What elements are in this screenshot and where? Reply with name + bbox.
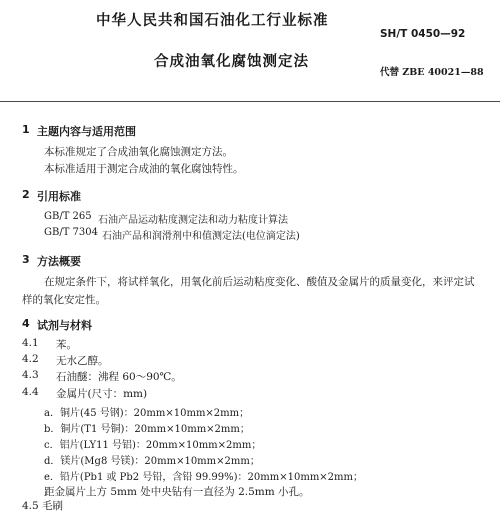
metal-c: c．铝片(LY11 号铝)：20mm×10mm×2mm；	[44, 440, 262, 451]
reference-1-title: 石油产品运动粘度测定法和动力粘度计算法	[98, 215, 288, 226]
section-3-title: 方法概要	[37, 255, 81, 268]
item-4-1-text: 苯。	[56, 339, 77, 351]
section-3-line-1: 在规定条件下，将试样氧化，用氧化前后运动粘度变化、酸值及金属片的质量变化，来评定试	[44, 276, 475, 288]
standard-number: SH/T 0450—92	[380, 28, 466, 40]
section-2-number: 2	[22, 188, 30, 201]
issuer-title: 中华人民共和国石油化工行业标准	[96, 13, 329, 29]
metal-a: a．铜片(45 号钢)：20mm×10mm×2mm；	[44, 408, 250, 419]
metal-e: e．铅片(Pb1 或 Pb2 号铅，含铅 99.99%)：20mm×10mm×2mm；	[44, 472, 364, 483]
section-1-title: 主题内容与适用范围	[37, 125, 136, 138]
metal-d: d．镁片(Mg8 号镁)：20mm×10mm×2mm；	[44, 456, 260, 467]
item-4-5-partial: 4.5 毛刷	[22, 500, 64, 512]
section-4-number: 4	[22, 317, 30, 330]
section-1-para-2: 本标准适用于测定合成油的氧化腐蚀特性。	[44, 163, 244, 175]
item-4-3-text: 石油醚：沸程 60～90℃。	[56, 371, 182, 383]
header-rule	[0, 101, 500, 102]
section-1-number: 1	[22, 123, 30, 136]
item-4-4-number: 4.4	[22, 386, 39, 398]
item-4-3-number: 4.3	[22, 369, 39, 381]
document-title: 合成油氧化腐蚀测定法	[154, 54, 309, 70]
metal-b: b．铜片(T1 号铜)：20mm×10mm×2mm；	[44, 424, 250, 435]
item-4-1-number: 4.1	[22, 337, 39, 349]
item-4-4-text: 金属片(尺寸：mm)	[56, 388, 148, 400]
replaces-standard: 代替 ZBE 40021—88	[380, 67, 484, 78]
reference-1-code: GB/T 265	[44, 211, 92, 222]
section-4-title: 试剂与材料	[37, 319, 92, 332]
section-1-para-1: 本标准规定了合成油氧化腐蚀测定方法。	[44, 146, 233, 158]
reference-2-title: 石油产品和润滑剂中和值测定法(电位滴定法)	[102, 231, 300, 242]
section-3-line-2: 样的氧化安定性。	[22, 294, 106, 306]
item-4-2-number: 4.2	[22, 353, 39, 365]
section-3-number: 3	[22, 253, 30, 266]
section-2-title: 引用标准	[37, 190, 81, 203]
reference-2-code: GB/T 7304	[44, 227, 99, 238]
drill-hole-note: 距金属片上方 5mm 处中央钻有一直径为 2.5mm 小孔。	[44, 486, 310, 498]
item-4-2-text: 无水乙醇。	[56, 355, 109, 367]
